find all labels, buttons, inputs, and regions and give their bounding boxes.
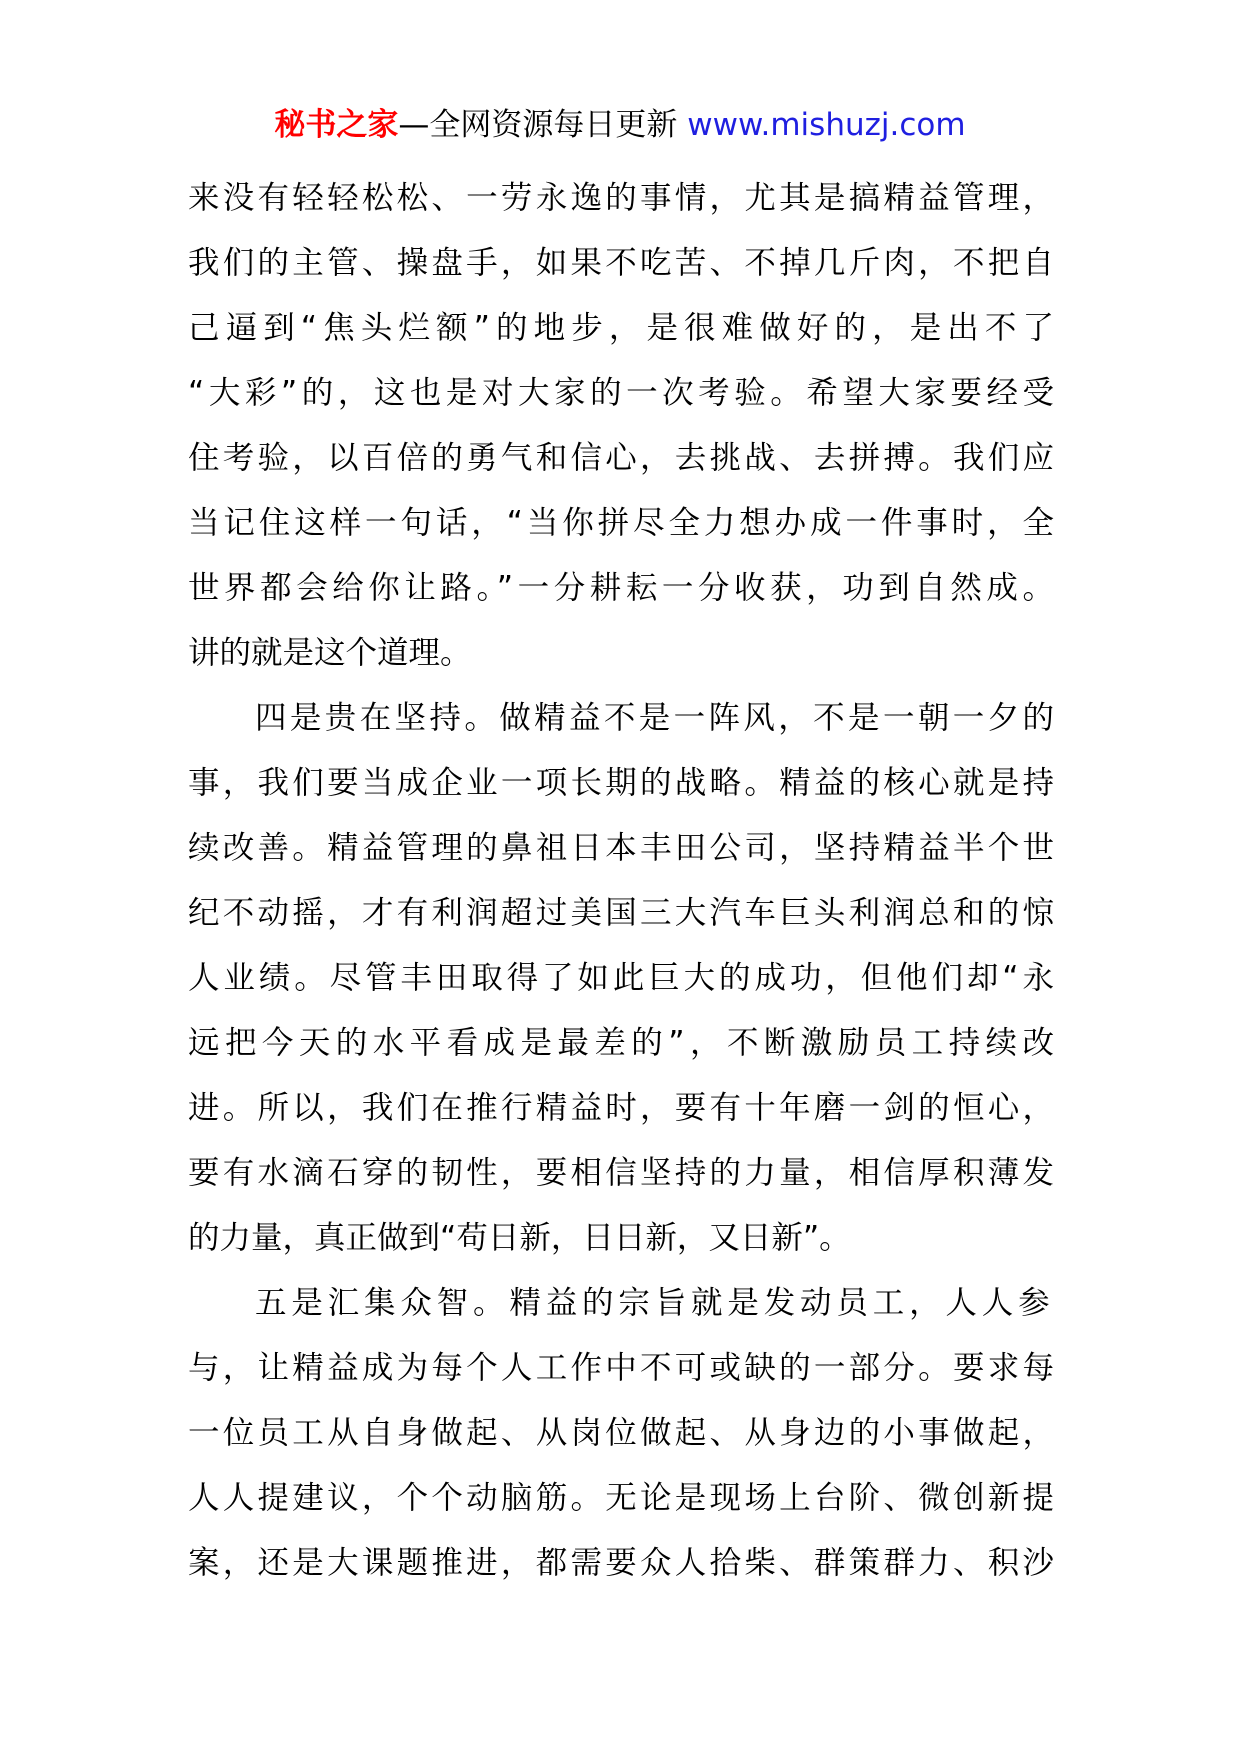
text-line: 人业绩。尽管丰田取得了如此巨大的成功，但他们却“永	[188, 960, 1054, 996]
text-line: 与，让精益成为每个人工作中不可或缺的一部分。要求每	[188, 1350, 1054, 1386]
text-line: 案，还是大课题推进，都需要众人拾柴、群策群力、积沙	[188, 1545, 1054, 1581]
site-url-link[interactable]: www.mishuzj.com	[687, 107, 966, 143]
paragraph-4-first-line: 四是贵在坚持。做精益不是一阵风，不是一朝一夕的	[255, 700, 1054, 736]
text-line: “大彩”的，这也是对大家的一次考验。希望大家要经受	[188, 375, 1054, 411]
brand-name: 秘书之家	[274, 107, 399, 143]
text-line: 远把今天的水平看成是最差的”，不断激励员工持续改	[188, 1025, 1054, 1061]
text-line: 续改善。精益管理的鼻祖日本丰田公司，坚持精益半个世	[188, 830, 1054, 866]
header-tagline: —全网资源每日更新	[398, 107, 678, 143]
text-line: 来没有轻轻松松、一劳永逸的事情，尤其是搞精益管理，	[188, 180, 1054, 216]
text-line: 当记住这样一句话，“当你拼尽全力想办成一件事时，全	[188, 505, 1054, 541]
text-line: 纪不动摇，才有利润超过美国三大汽车巨头利润总和的惊	[188, 895, 1054, 931]
page-header	[0, 103, 1240, 147]
text-line: 人人提建议，个个动脑筋。无论是现场上台阶、微创新提	[188, 1480, 1054, 1516]
paragraph-5-first-line: 五是汇集众智。精益的宗旨就是发动员工，人人参	[255, 1285, 1054, 1321]
text-line: 世界都会给你让路。”一分耕耘一分收获，功到自然成。	[188, 570, 1054, 606]
text-line: 要有水滴石穿的韧性，要相信坚持的力量，相信厚积薄发	[188, 1155, 1054, 1191]
text-line: 我们的主管、操盘手，如果不吃苦、不掉几斤肉，不把自	[188, 245, 1054, 281]
text-line: 一位员工从自身做起、从岗位做起、从身边的小事做起，	[188, 1415, 1054, 1451]
document-body	[188, 166, 1054, 1596]
text-line: 己逼到“焦头烂额”的地步，是很难做好的，是出不了	[188, 310, 1054, 346]
text-line: 进。所以，我们在推行精益时，要有十年磨一剑的恒心，	[188, 1090, 1054, 1126]
text-line: 事，我们要当成企业一项长期的战略。精益的核心就是持	[188, 765, 1054, 801]
text-line: 住考验，以百倍的勇气和信心，去挑战、去拼搏。我们应	[188, 440, 1054, 476]
text-line: 讲的就是这个道理。	[188, 635, 472, 671]
text-line: 的力量，真正做到“苟日新，日日新，又日新”。	[188, 1220, 851, 1256]
